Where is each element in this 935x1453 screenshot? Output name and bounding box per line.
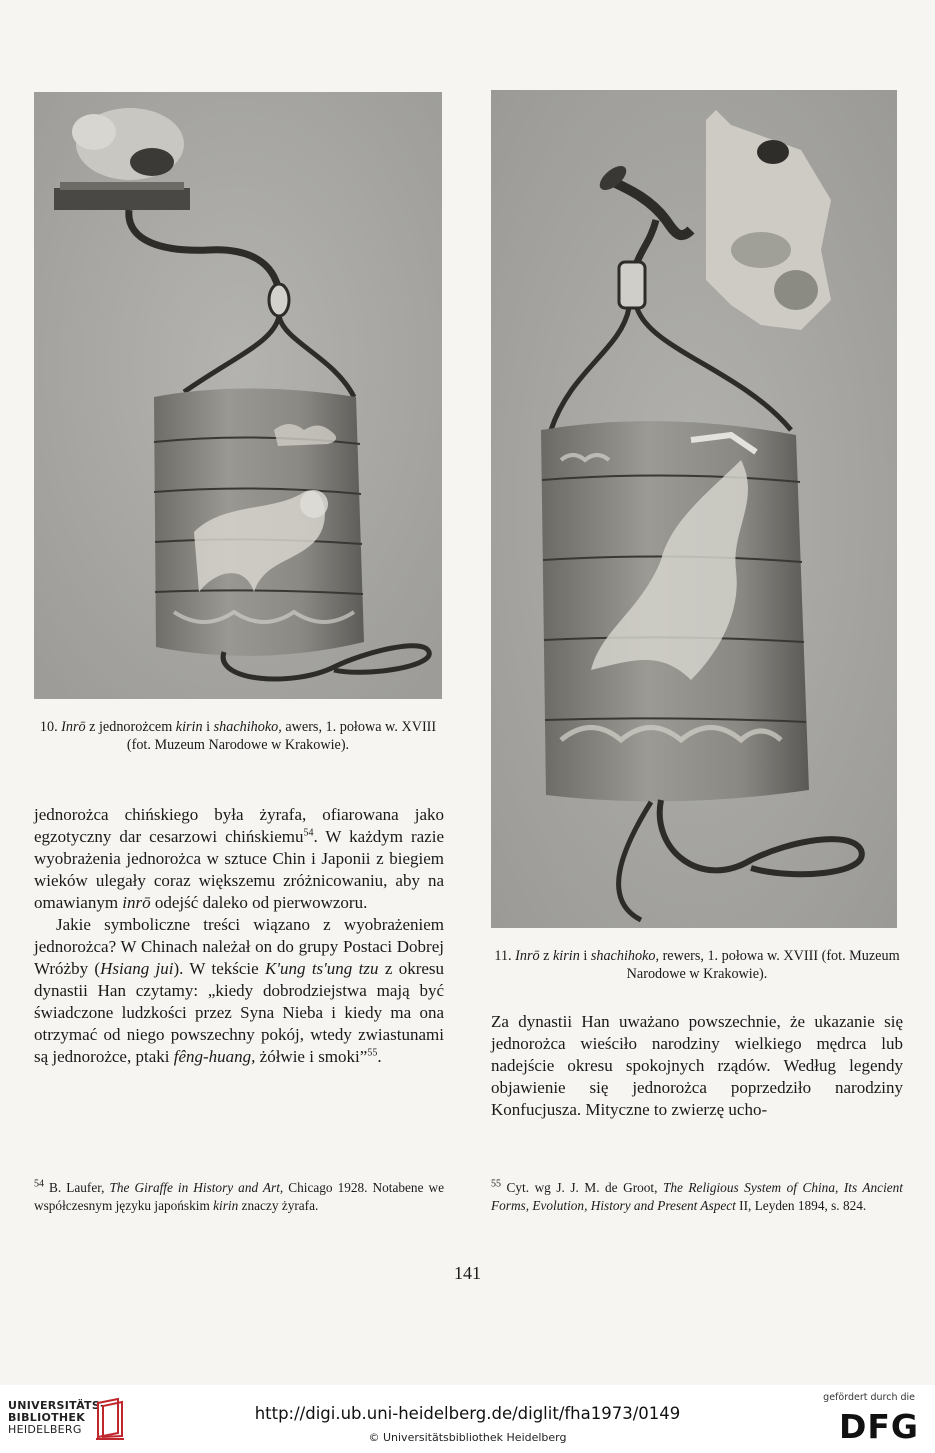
term-feng-huang: fêng-huang, xyxy=(173,1047,256,1066)
caption-text: i xyxy=(202,719,214,735)
term-shachihoko: shachihoko, xyxy=(213,719,282,735)
figure-number: 11. xyxy=(494,948,512,964)
caption-text: i xyxy=(579,948,591,964)
inro-reverse-illustration xyxy=(491,90,897,928)
figure-10-caption xyxy=(34,718,442,754)
footnote-marker: 54 xyxy=(34,1178,44,1190)
body-column-right xyxy=(491,1011,903,1121)
term-inro: inrō xyxy=(122,893,151,912)
page-number: 141 xyxy=(454,1263,481,1283)
library-name-line: UNIVERSITÄTS- xyxy=(8,1399,105,1412)
footnote-title: The Giraffe in History and Art, xyxy=(109,1180,284,1195)
body-column-left xyxy=(34,804,444,1068)
paragraph: Za dynastii Han uważano powszechnie, że ukazanie się jednorożca wieściło narodziny wielkiego mędrca lub nadejście okresu spokojnych rządów. Według legendy objawienie się jednorożca poprzedziło narodziny Konfucjusza. Mityczne to zwierzę ucho- xyxy=(491,1012,903,1119)
figure-10-photograph xyxy=(34,92,442,699)
library-name-line: BIBLIOTHEK xyxy=(8,1411,86,1424)
inro-front-illustration xyxy=(34,92,442,699)
funding-note: gefördert durch die xyxy=(823,1392,915,1403)
footnote-text: Cyt. wg J. J. M. de Groot, xyxy=(501,1180,663,1195)
dfg-logo[interactable]: DFG xyxy=(838,1407,919,1446)
term-kirin: kirin xyxy=(553,948,580,964)
caption-text: awers, 1. połowa w. XVIII (fot. Muzeum Narodowe w Krakowie). xyxy=(126,719,437,753)
figure-11-photograph xyxy=(491,90,897,928)
term-inro: Inrō xyxy=(61,719,86,735)
caption-text: z jednorożcem xyxy=(85,719,176,735)
footnote-54 xyxy=(34,1179,444,1215)
paragraph-text: . xyxy=(377,1047,382,1066)
digitization-footer xyxy=(0,1385,935,1453)
paragraph-text: jednorożca chińskiego była żyrafa, ofiarowana jako egzotyczny dar cesarzowi chińskiemu xyxy=(34,805,444,846)
footnote-55 xyxy=(491,1179,903,1215)
figure-11-caption xyxy=(491,947,903,983)
term-inro: Inrō xyxy=(515,948,540,964)
footnote-text: Chicago 1928. Notabene we współczesnym języku japońskim xyxy=(34,1180,445,1213)
paragraph xyxy=(34,804,444,914)
copyright-notice: © Universitätsbibliothek Heidelberg xyxy=(368,1431,567,1444)
paragraph-text: . W każdym razie wyobrażenia jednorożca w sztuce Chin i Japonii z biegiem wieków ulegały coraz większemu zróżnicowaniu, aby na omawianym xyxy=(34,827,445,912)
footnote-ref-54: 54 xyxy=(303,827,314,839)
figure-number: 10. xyxy=(39,719,58,735)
paragraph-text: z okresu dynastii Han czytamy: „kiedy dobrodziejstwa mają być świadczone ludzkości przez Syna Nieba i kiedy ma ona otrzymać od niego powszechny pokój, wtedy zwiastunami są jednorożce, ptaki xyxy=(34,959,445,1066)
term-kung-tsung-tzu: K'ung ts'ung tzu xyxy=(265,959,379,978)
footnote-marker: 55 xyxy=(491,1178,501,1190)
footnote-text: znaczy żyrafa. xyxy=(238,1198,319,1213)
term-kirin: kirin xyxy=(213,1198,239,1213)
footnote-text: B. Laufer, xyxy=(44,1180,110,1195)
term-kirin: kirin xyxy=(175,719,203,735)
footnote-text: II, Leyden 1894, s. 824. xyxy=(735,1198,867,1213)
term-shachihoko: shachihoko, xyxy=(590,948,660,964)
caption-text: rewers, 1. połowa w. XVIII (fot. Muzeum Narodowe w Krakowie). xyxy=(626,948,900,982)
paragraph-text: odejść daleko od pierwowzoru. xyxy=(150,893,368,912)
paragraph-text: żółwie i smoki” xyxy=(255,1047,368,1066)
paragraph-text: Jakie symboliczne treści wiązano z wyobrażeniem jednorożca? W Chinach należał on do grupy Postaci Dobrej Wróżby ( xyxy=(34,915,444,978)
permalink-url[interactable]: http://digi.ub.uni-heidelberg.de/diglit/fha1973/0149 xyxy=(254,1404,681,1423)
footnote-title: The Religious System of China, Its Ancient Forms, Evolution, History and Present Aspect xyxy=(491,1180,904,1213)
paragraph xyxy=(34,914,444,1068)
footnote-ref-55: 55 xyxy=(367,1047,378,1059)
library-name-line: HEIDELBERG xyxy=(8,1423,82,1436)
term-hsiang-jui: Hsiang jui xyxy=(100,959,174,978)
paragraph-text: ). W tekście xyxy=(173,959,266,978)
caption-text: z xyxy=(539,948,553,964)
